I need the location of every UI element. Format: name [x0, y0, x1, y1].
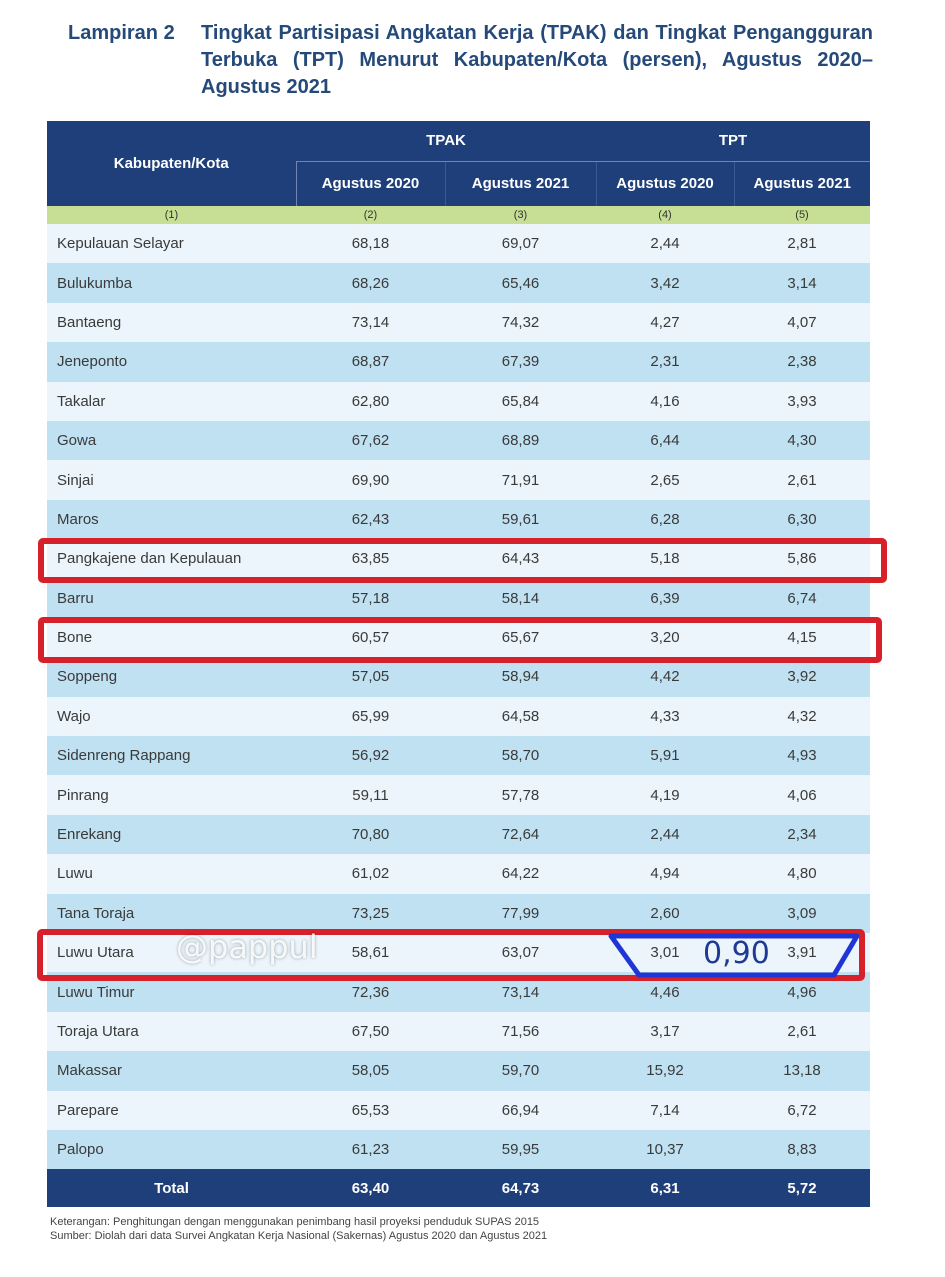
tpt-2021-value: 4,30: [734, 421, 870, 460]
tpt-2020-value: 4,27: [596, 303, 734, 342]
table-row: [47, 854, 870, 893]
tpt-2020-value: 2,44: [596, 815, 734, 854]
tpt-2020-value: 2,65: [596, 460, 734, 499]
kabupaten-name: Takalar: [47, 382, 296, 421]
tpak-2020-value: 69,90: [296, 460, 445, 499]
tpt-2020-value: 10,37: [596, 1130, 734, 1169]
kabupaten-name: Luwu Utara: [47, 933, 296, 972]
header-tpak-2021: Agustus 2021: [445, 161, 596, 206]
kabupaten-name: Barru: [47, 579, 296, 618]
tpt-2020-value: 5,91: [596, 736, 734, 775]
table-row: [47, 775, 870, 814]
tpt-2020-value: 5,18: [596, 539, 734, 578]
tpt-2021-value: 2,81: [734, 224, 870, 263]
tpt-2021-value: 3,09: [734, 894, 870, 933]
table-row: [47, 1012, 870, 1051]
total-label: Total: [47, 1169, 296, 1207]
kabupaten-name: Wajo: [47, 697, 296, 736]
kabupaten-name: Maros: [47, 500, 296, 539]
tpt-2021-value: 6,72: [734, 1091, 870, 1130]
tpak-2021-value: 58,94: [445, 657, 596, 696]
tpak-2020-value: 62,80: [296, 382, 445, 421]
tpak-2020-value: 65,53: [296, 1091, 445, 1130]
header-kabupaten: Kabupaten/Kota: [47, 121, 296, 206]
kabupaten-name: Luwu Timur: [47, 972, 296, 1011]
tpak-2021-value: 71,56: [445, 1012, 596, 1051]
tpt-2021-value: 5,86: [734, 539, 870, 578]
column-number: (3): [445, 206, 596, 224]
table-row: [47, 382, 870, 421]
tpt-2020-value: 6,28: [596, 500, 734, 539]
kabupaten-name: Toraja Utara: [47, 1012, 296, 1051]
tpak-2021-value: 59,70: [445, 1051, 596, 1090]
kabupaten-name: Makassar: [47, 1051, 296, 1090]
tpt-2021-value: 2,34: [734, 815, 870, 854]
tpak-2021-value: 65,67: [445, 618, 596, 657]
table-row: [47, 263, 870, 302]
tpt-2020-value: 6,39: [596, 579, 734, 618]
table-row: [47, 460, 870, 499]
tpak-2021-value: 59,95: [445, 1130, 596, 1169]
tpak-2020-value: 61,02: [296, 854, 445, 893]
tpt-2021-value: 6,30: [734, 500, 870, 539]
kabupaten-name: Bone: [47, 618, 296, 657]
total-tpt-2021: 5,72: [734, 1169, 870, 1207]
total-tpak-2020: 63,40: [296, 1169, 445, 1207]
tpt-2021-value: 3,14: [734, 263, 870, 302]
kabupaten-name: Bulukumba: [47, 263, 296, 302]
tpak-2021-value: 77,99: [445, 894, 596, 933]
tpak-2020-value: 63,85: [296, 539, 445, 578]
tpak-2020-value: 73,25: [296, 894, 445, 933]
tpak-2020-value: 62,43: [296, 500, 445, 539]
tpt-2020-value: 2,60: [596, 894, 734, 933]
tpt-2020-value: 4,42: [596, 657, 734, 696]
tpak-2020-value: 68,87: [296, 342, 445, 381]
kabupaten-name: Soppeng: [47, 657, 296, 696]
kabupaten-name: Bantaeng: [47, 303, 296, 342]
kabupaten-name: Palopo: [47, 1130, 296, 1169]
tpak-2021-value: 64,58: [445, 697, 596, 736]
tpak-2021-value: 65,46: [445, 263, 596, 302]
tpak-2020-value: 67,62: [296, 421, 445, 460]
table-row: [47, 579, 870, 618]
table-row: [47, 224, 870, 263]
tpt-2021-value: 3,92: [734, 657, 870, 696]
header-tpt: TPT: [596, 121, 870, 161]
tpt-2020-value: 2,44: [596, 224, 734, 263]
table-row: [47, 697, 870, 736]
tpt-2020-value: 4,94: [596, 854, 734, 893]
tpak-2021-value: 71,91: [445, 460, 596, 499]
table-row: [47, 815, 870, 854]
title-text: Tingkat Partisipasi Angkatan Kerja (TPAK) dan Tingkat Pengangguran Terbuka (TPT) Menurut Kabupaten/Kota (persen), Agustus 2020–Agustus 2021: [201, 22, 873, 98]
tpt-2021-value: 4,96: [734, 972, 870, 1011]
table-row: [47, 303, 870, 342]
column-number: (5): [734, 206, 870, 224]
tpak-2020-value: 65,99: [296, 697, 445, 736]
tpt-difference-label: 0,90: [703, 936, 770, 971]
kabupaten-name: Jeneponto: [47, 342, 296, 381]
tpak-2021-value: 69,07: [445, 224, 596, 263]
tpt-2021-value: 4,15: [734, 618, 870, 657]
column-number: (1): [47, 206, 296, 224]
tpt-2020-value: 3,20: [596, 618, 734, 657]
tpt-2021-value: 4,80: [734, 854, 870, 893]
watermark: @pappul: [176, 928, 318, 966]
tpak-2020-value: 56,92: [296, 736, 445, 775]
table-row: [47, 421, 870, 460]
tpt-2021-value: 2,61: [734, 1012, 870, 1051]
tpt-2020-value: 6,44: [596, 421, 734, 460]
kabupaten-name: Pinrang: [47, 775, 296, 814]
tpt-2021-value: 8,83: [734, 1130, 870, 1169]
tpt-2020-value: 4,33: [596, 697, 734, 736]
header-tpt-2021: Agustus 2021: [734, 161, 870, 206]
tpak-2020-value: 58,61: [296, 933, 445, 972]
kabupaten-name: Luwu: [47, 854, 296, 893]
document-title: [68, 20, 873, 101]
table-row: [47, 1091, 870, 1130]
tpak-2021-value: 73,14: [445, 972, 596, 1011]
tpt-2021-value: 4,06: [734, 775, 870, 814]
tpt-2020-value: 2,31: [596, 342, 734, 381]
tpt-2021-value: 6,74: [734, 579, 870, 618]
tpak-2021-value: 58,14: [445, 579, 596, 618]
tpt-2020-value: 4,46: [596, 972, 734, 1011]
table-row: [47, 894, 870, 933]
table-row: [47, 342, 870, 381]
tpak-2021-value: 74,32: [445, 303, 596, 342]
table-row: [47, 736, 870, 775]
table-notes: [50, 1215, 547, 1243]
tpak-2020-value: 60,57: [296, 618, 445, 657]
tpak-2020-value: 68,26: [296, 263, 445, 302]
tpt-2021-value: 2,38: [734, 342, 870, 381]
table-row: [47, 1130, 870, 1169]
kabupaten-name: Tana Toraja: [47, 894, 296, 933]
tpak-2020-value: 68,18: [296, 224, 445, 263]
tpt-2021-value: 13,18: [734, 1051, 870, 1090]
tpak-2021-value: 72,64: [445, 815, 596, 854]
highlight-box-bone: [38, 617, 882, 663]
tpak-2020-value: 57,05: [296, 657, 445, 696]
tpak-2020-value: 73,14: [296, 303, 445, 342]
table-row: [47, 657, 870, 696]
tpak-2021-value: 68,89: [445, 421, 596, 460]
tpt-2020-value: 15,92: [596, 1051, 734, 1090]
tpt-2021-value: 2,61: [734, 460, 870, 499]
tpak-2021-value: 66,94: [445, 1091, 596, 1130]
tpak-2021-value: 67,39: [445, 342, 596, 381]
tpak-2020-value: 67,50: [296, 1012, 445, 1051]
table-row: [47, 500, 870, 539]
note-keterangan: Keterangan: Penghitungan dengan menggunakan penimbang hasil proyeksi penduduk SUPAS 2015: [50, 1216, 540, 1228]
tpak-2020-value: 70,80: [296, 815, 445, 854]
tpak-tpt-table: [47, 121, 870, 1207]
tpak-2021-value: 63,07: [445, 933, 596, 972]
tpak-2020-value: 59,11: [296, 775, 445, 814]
tpak-2020-value: 57,18: [296, 579, 445, 618]
kabupaten-name: Kepulauan Selayar: [47, 224, 296, 263]
header-tpak: TPAK: [296, 121, 596, 161]
tpt-2020-value: 4,19: [596, 775, 734, 814]
total-row: [47, 1169, 870, 1207]
tpt-2021-value: 3,91: [734, 933, 870, 972]
kabupaten-name: Sidenreng Rappang: [47, 736, 296, 775]
tpak-2021-value: 64,43: [445, 539, 596, 578]
note-sumber: Sumber: Diolah dari data Survei Angkatan Kerja Nasional (Sakernas) Agustus 2020 dan Agustus 2021: [50, 1230, 548, 1242]
tpak-2021-value: 57,78: [445, 775, 596, 814]
highlight-box-pangkajene: [38, 538, 887, 583]
tpt-2021-value: 3,93: [734, 382, 870, 421]
tpt-2021-value: 4,32: [734, 697, 870, 736]
tpak-2021-value: 59,61: [445, 500, 596, 539]
tpt-2020-value: 3,17: [596, 1012, 734, 1051]
header-tpak-2020: Agustus 2020: [296, 161, 445, 206]
kabupaten-name: Sinjai: [47, 460, 296, 499]
kabupaten-name: Gowa: [47, 421, 296, 460]
tpak-2021-value: 58,70: [445, 736, 596, 775]
kabupaten-name: Enrekang: [47, 815, 296, 854]
appendix-label: Lampiran 2: [68, 22, 175, 44]
tpak-2020-value: 61,23: [296, 1130, 445, 1169]
tpak-2021-value: 64,22: [445, 854, 596, 893]
tpt-2020-value: 3,42: [596, 263, 734, 302]
tpt-2020-value: 4,16: [596, 382, 734, 421]
column-number: (4): [596, 206, 734, 224]
tpak-2021-value: 65,84: [445, 382, 596, 421]
tpt-2020-value: 3,01: [596, 933, 734, 972]
header-tpt-2020: Agustus 2020: [596, 161, 734, 206]
table-row: [47, 1051, 870, 1090]
tpak-2020-value: 58,05: [296, 1051, 445, 1090]
total-tpt-2020: 6,31: [596, 1169, 734, 1207]
tpt-2020-value: 7,14: [596, 1091, 734, 1130]
tpak-2020-value: 72,36: [296, 972, 445, 1011]
total-tpak-2021: 64,73: [445, 1169, 596, 1207]
column-number: (2): [296, 206, 445, 224]
kabupaten-name: Pangkajene dan Kepulauan: [47, 539, 296, 578]
tpt-2021-value: 4,93: [734, 736, 870, 775]
kabupaten-name: Parepare: [47, 1091, 296, 1130]
tpt-2021-value: 4,07: [734, 303, 870, 342]
